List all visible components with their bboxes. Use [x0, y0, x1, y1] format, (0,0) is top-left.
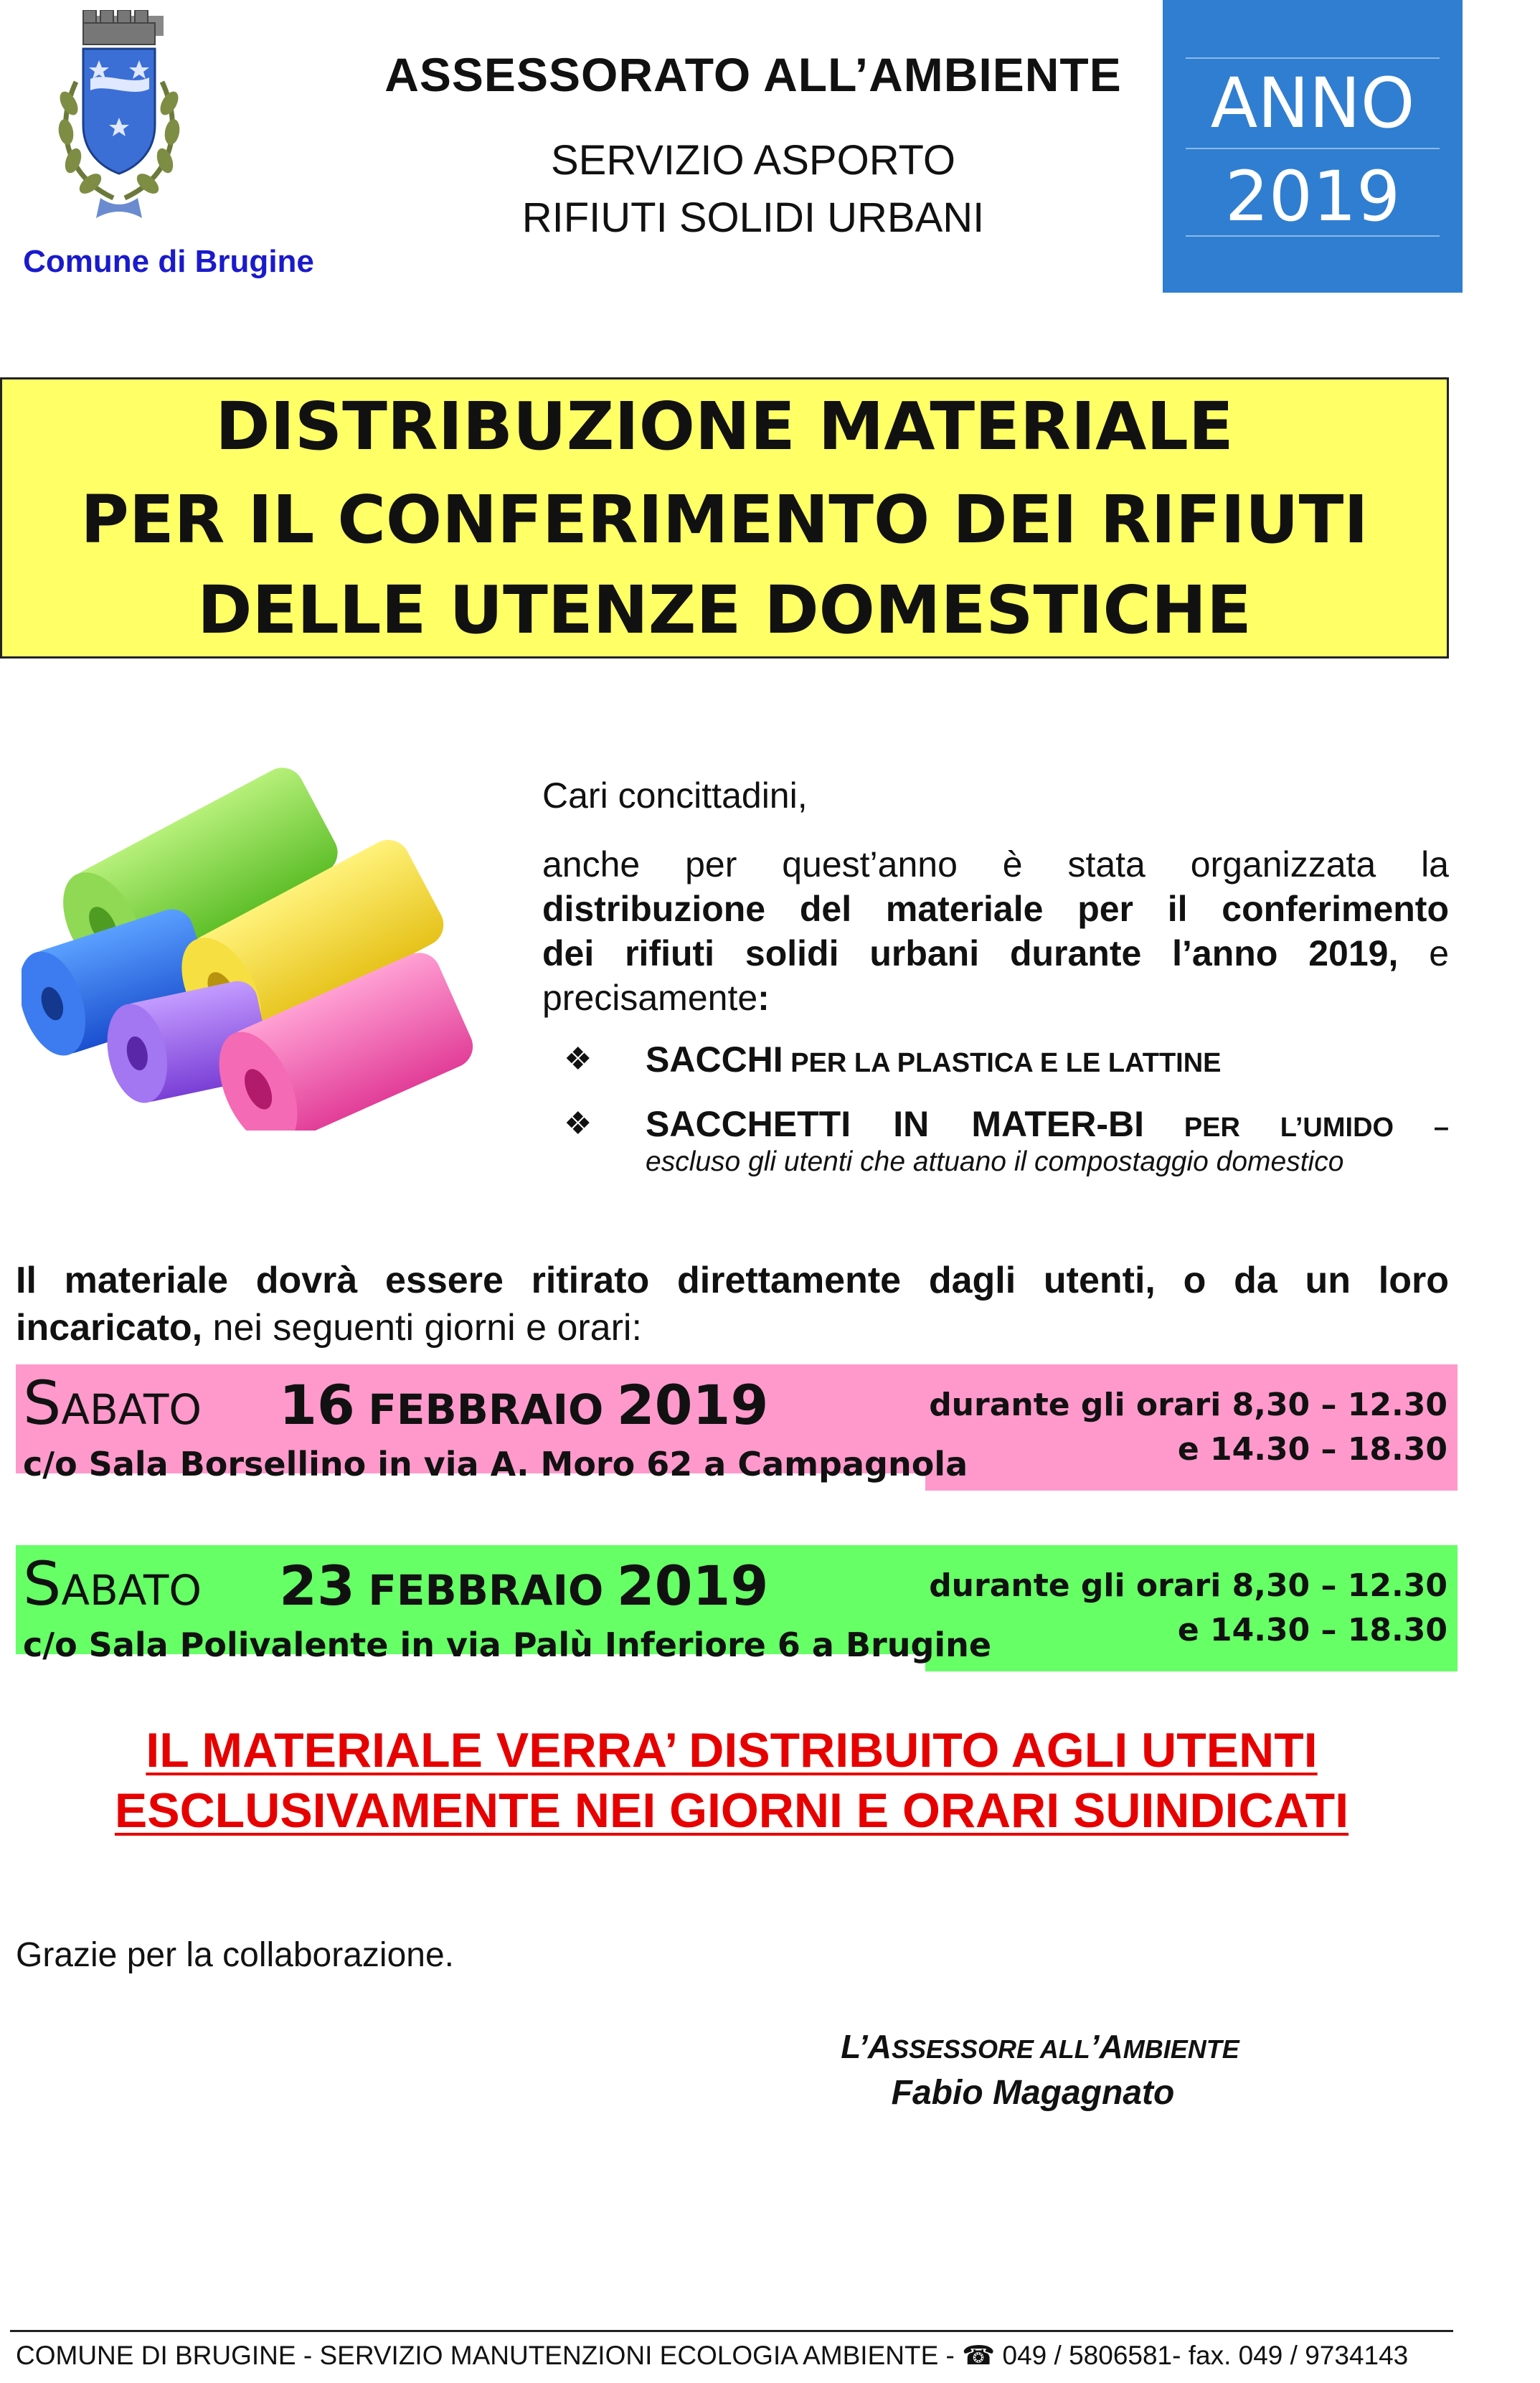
title-line-2: PER IL CONFERIMENTO DEI RIFIUTI: [80, 481, 1369, 558]
pickup-line-2: [16, 1307, 642, 1349]
date-1-heading: [23, 1368, 769, 1438]
distribution-warning: [0, 1720, 1463, 1841]
main-title-box: [0, 377, 1449, 659]
date-2-day-num: 23: [279, 1554, 355, 1618]
date-2-place: c/o Sala Polivalente in via Palù Inferiore 6 a Brugine: [23, 1625, 992, 1664]
date-2-hours-line-2: e 14.30 – 18.30: [1177, 1612, 1447, 1648]
greeting: Cari concittadini,: [542, 775, 808, 816]
bullet-1-rest: PER LA PLASTICA E LE LATTINE: [783, 1048, 1222, 1078]
comune-label: Comune di Brugine: [23, 244, 314, 279]
para-line-1: anche per quest’anno è stata organizzata la: [542, 844, 1449, 884]
date-2-month: FEBBRAIO: [368, 1566, 604, 1615]
year-value: 2019: [1224, 156, 1401, 237]
pickup-instructions: [16, 1257, 1449, 1351]
para-line-3-bold: dei rifiuti solidi urbani durante l’anno 2019,: [542, 933, 1399, 973]
signature-name: Fabio Magagnato: [891, 2074, 1175, 2112]
date-2-heading: [23, 1549, 769, 1619]
footer-numbers: 049 / 5806581- fax. 049 / 9734143: [995, 2341, 1409, 2370]
bullet-1-lead: SACCHI: [646, 1039, 783, 1080]
date-1-hours: [929, 1383, 1447, 1472]
warning-line-2: ESCLUSIVAMENTE NEI GIORNI E ORARI SUINDICATI: [114, 1783, 1349, 1838]
bullet-sacchetti: [646, 1102, 1449, 1150]
date-2-year: 2019: [616, 1554, 769, 1618]
date-1-hours-line-1: durante gli orari 8,30 – 12.30: [929, 1387, 1447, 1423]
footer-divider: [10, 2330, 1453, 2332]
role-part-d: MBIENTE: [1123, 2034, 1239, 2064]
date-band-2: [16, 1545, 1458, 1671]
date-1-year: 2019: [616, 1373, 769, 1437]
role-part-a: L’A: [841, 2028, 892, 2065]
year-label: ANNO: [1210, 63, 1415, 143]
date-2-day-initial: S: [23, 1549, 62, 1619]
service-line-2: RIFIUTI SOLIDI URBANI: [521, 194, 985, 241]
intro-paragraph: [542, 842, 1449, 1020]
para-line-2: distribuzione del materiale per il conferimento: [542, 889, 1449, 929]
bullet-2-rest: PER L’UMIDO –: [1144, 1113, 1449, 1143]
para-line-4-text: precisamente: [542, 978, 758, 1018]
title-line-3: DELLE UTENZE DOMESTICHE: [197, 572, 1252, 648]
diamond-bullet-icon: ❖: [564, 1042, 592, 1077]
year-box: [1163, 0, 1463, 293]
bag-rolls-image: [22, 758, 481, 1131]
signature-role: [717, 2027, 1363, 2066]
service-line-1: SERVIZIO ASPORTO: [550, 137, 956, 184]
title-line-1: DISTRIBUZIONE MATERIALE: [215, 388, 1234, 465]
office-title: ASSESSORATO ALL’AMBIENTE: [384, 48, 1122, 101]
date-1-day-num: 16: [279, 1373, 355, 1437]
para-line-4: [542, 976, 1449, 1020]
date-1-month: FEBBRAIO: [368, 1385, 604, 1434]
date-1-day-rest: ABATO: [61, 1385, 202, 1434]
date-band-1: [16, 1364, 1458, 1491]
date-1-place: c/o Sala Borsellino in via A. Moro 62 a Campagnola: [23, 1445, 968, 1483]
para-line-4-colon: :: [757, 978, 770, 1018]
date-2-day-rest: ABATO: [61, 1566, 202, 1615]
pickup-tail: nei seguenti giorni e orari:: [202, 1307, 642, 1349]
role-part-c: ’A: [1090, 2028, 1123, 2065]
date-2-hours: [929, 1564, 1447, 1653]
role-part-b: SSESSORE ALL: [891, 2034, 1090, 2064]
footer-text: COMUNE DI BRUGINE - SERVIZIO MANUTENZIONI ECOLOGIA AMBIENTE -: [16, 2341, 963, 2370]
date-1-hours-line-2: e 14.30 – 18.30: [1177, 1431, 1447, 1468]
date-1-day-initial: S: [23, 1368, 62, 1438]
diamond-bullet-icon: ❖: [564, 1106, 592, 1141]
pickup-bold-2: incaricato,: [16, 1307, 203, 1349]
bullet-2-lead: SACCHETTI IN MATER-BI: [646, 1104, 1145, 1144]
thanks-text: Grazie per la collaborazione.: [16, 1936, 454, 1974]
bullet-2-note: escluso gli utenti che attuano il compostaggio domestico: [646, 1146, 1344, 1177]
pickup-line-1: Il materiale dovrà essere ritirato direttamente dagli utenti, o da un loro: [16, 1260, 1449, 1301]
bullet-sacchi: [646, 1037, 1222, 1085]
para-line-3-tail: e: [1398, 933, 1449, 973]
para-line-3: [542, 931, 1449, 976]
telephone-icon: ☎: [962, 2341, 996, 2370]
municipal-crest-icon: [56, 10, 182, 225]
warning-line-1: IL MATERIALE VERRA’ DISTRIBUITO AGLI UTENTI: [146, 1723, 1318, 1778]
footer-contacts: [16, 2340, 1408, 2371]
date-2-hours-line-1: durante gli orari 8,30 – 12.30: [929, 1567, 1447, 1604]
